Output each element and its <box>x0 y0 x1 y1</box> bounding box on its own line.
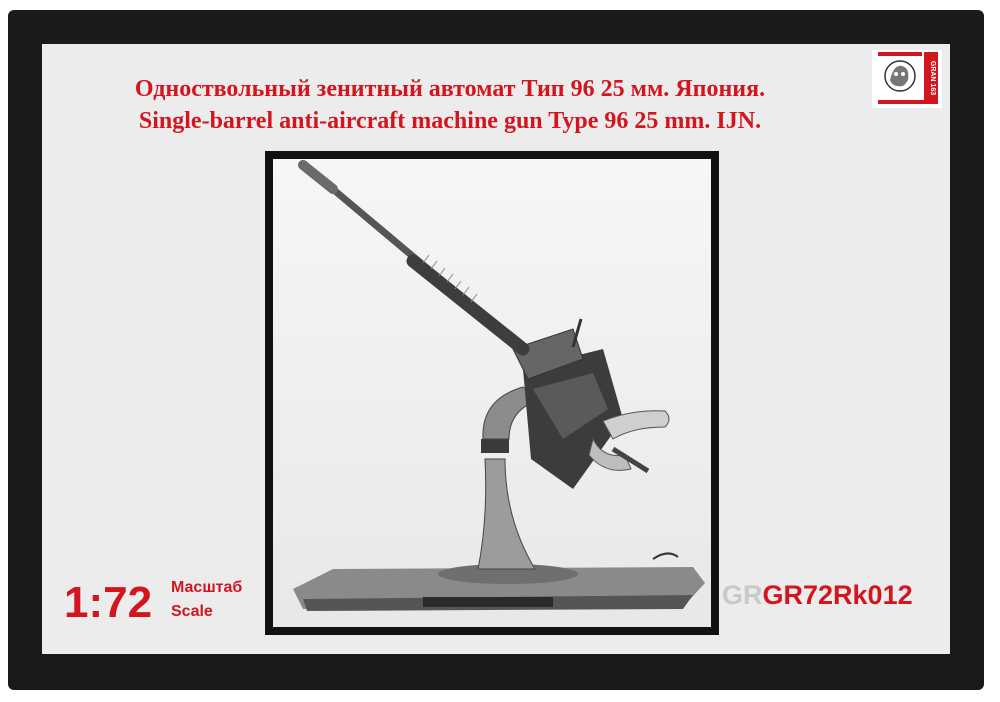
title-russian: Одноствольный зенитный автомат Тип 96 25 мм. Япония. <box>134 76 766 102</box>
product-code <box>722 579 913 611</box>
product-photo-frame <box>265 151 719 635</box>
scale-label-russian: Масштаб <box>171 579 243 596</box>
title-english: Single-barrel anti-aircraft machine gun Type 96 25 mm. IJN. <box>138 108 762 134</box>
logo-text: GRAN 163 <box>929 60 936 96</box>
scale-label-english: Scale <box>171 603 213 620</box>
product-photo <box>273 159 711 627</box>
aa-gun-illustration <box>273 159 711 627</box>
scale-value: 1:72 <box>64 578 153 627</box>
brand-logo-icon <box>872 50 942 108</box>
product-code-main: GR72Rk012 <box>762 580 913 610</box>
brand-logo <box>872 50 942 108</box>
product-code-ghost: GR <box>722 580 763 610</box>
